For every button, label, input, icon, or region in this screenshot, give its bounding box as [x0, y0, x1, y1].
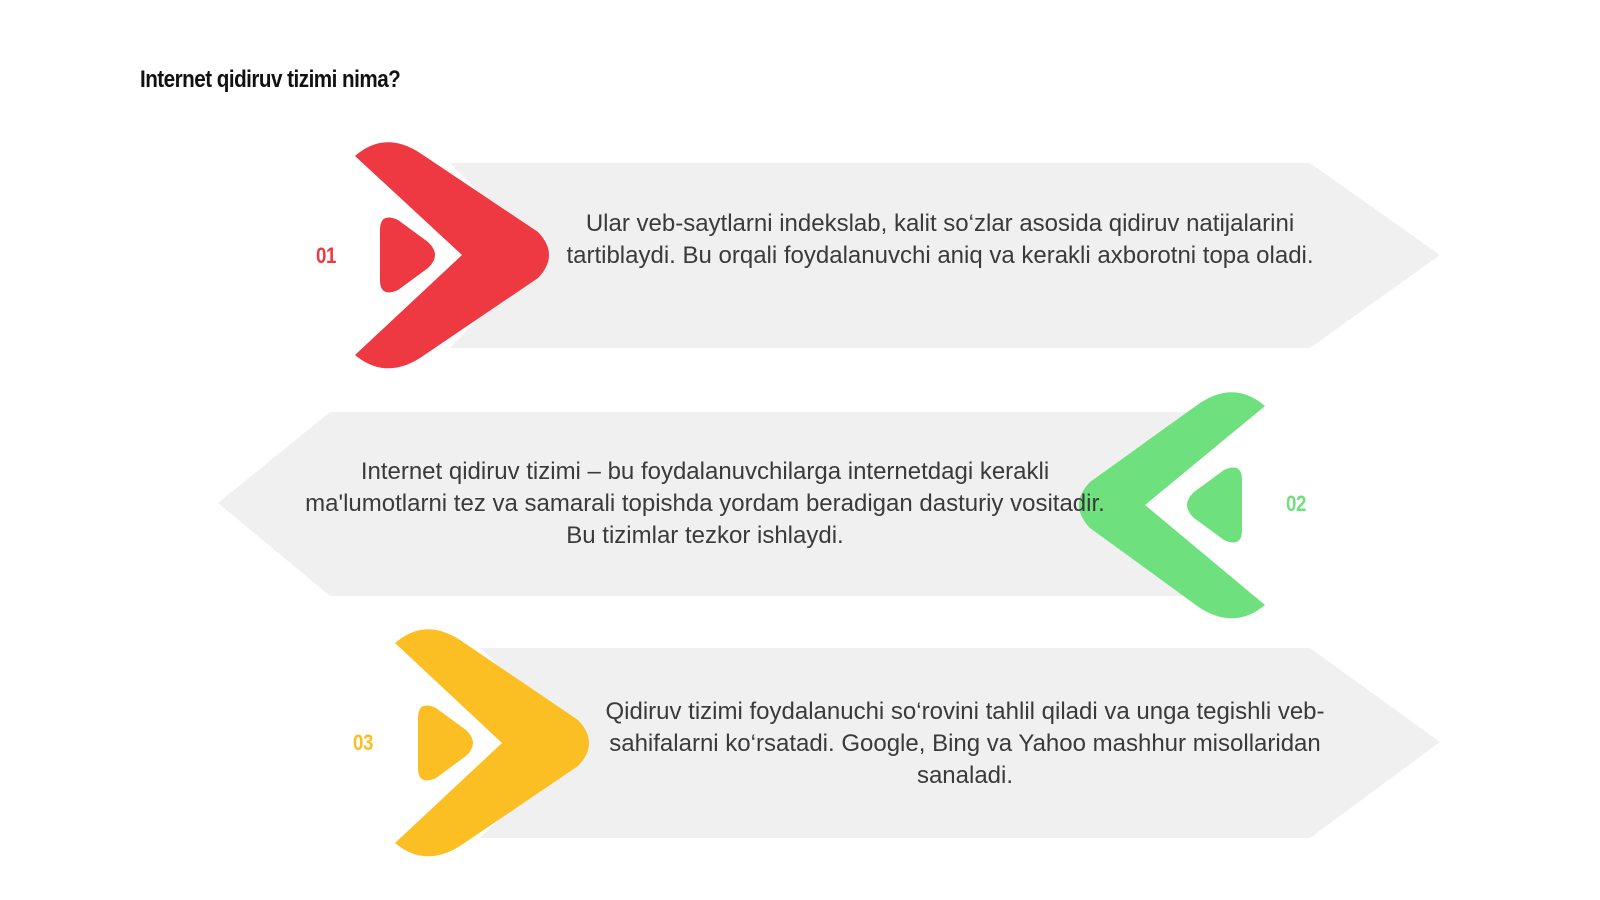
- step-1-text: Ular veb-saytlarni indekslab, kalit so‘zlar asosida qidiruv natijalarini tartiblaydi. Bu orqali foydalanuvchi aniq va kerakli axborotni topa oladi.: [566, 210, 1314, 269]
- step-3-number: 03: [353, 730, 373, 755]
- step-2-play-icon: [1187, 468, 1242, 543]
- step-3-text: Qidiruv tizimi foydalanuchi so‘rovini tahlil qiladi va unga tegishli veb-sahifalarni ko‘rsatadi. Google, Bing va Yahoo mashhur misollaridan sanaladi.: [605, 698, 1325, 789]
- step-1-number: 01: [316, 243, 336, 268]
- step-3-play-icon: [418, 706, 473, 781]
- step-2-text: Internet qidiruv tizimi – bu foydalanuvchilarga internetdagi kerakli ma'lumotlarni tez va samarali topishda yordam beradigan dasturiy vositadir. Bu tizimlar tezkor ishlaydi.: [305, 458, 1105, 549]
- step-2-number: 02: [1286, 491, 1306, 516]
- step-1-play-icon: [380, 218, 435, 293]
- page-title: Internet qidiruv tizimi nima?: [140, 66, 401, 93]
